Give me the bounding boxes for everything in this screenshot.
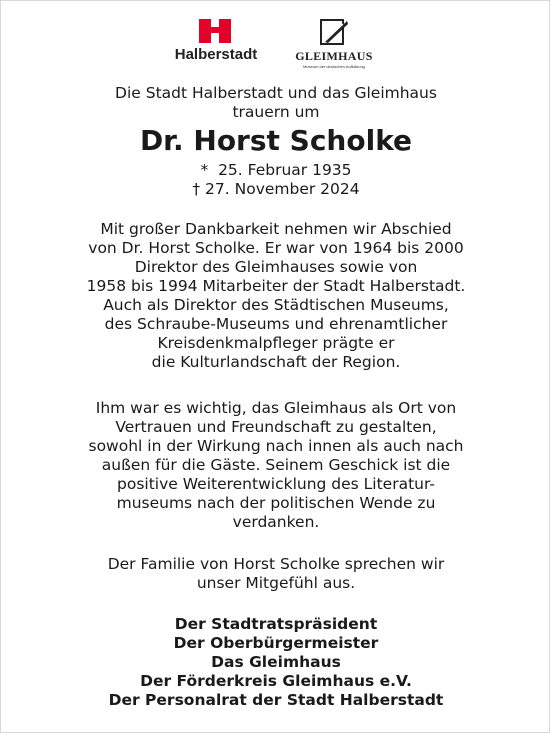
text-line: positive Weiterentwicklung des Literatur- — [117, 475, 435, 493]
text-line: Vertrauen und Freundschaft zu gestalten, — [115, 418, 437, 436]
signatures — [1, 615, 550, 710]
deceased-name: Dr. Horst Scholke — [139, 124, 413, 157]
text-line: Direktor des Gleimhauses sowie von — [134, 258, 418, 276]
text-line: verdanken. — [232, 513, 320, 531]
text-line: außen für die Gäste. Seinem Geschick ist die — [101, 456, 451, 474]
text-line: des Schraube-Museums und ehrenamtlicher — [104, 315, 448, 333]
death-date: 27. November 2024 — [205, 180, 360, 198]
intro-line: trauern um — [232, 103, 320, 121]
halberstadt-logo-label: Halberstadt — [174, 46, 258, 63]
signature-line: Der Förderkreis Gleimhaus e.V. — [140, 672, 412, 690]
text-line: sowohl in der Wirkung nach innen als auch nach — [88, 437, 464, 455]
death-cross-icon: † — [192, 180, 201, 198]
signature-line: Der Personalrat der Stadt Halberstadt — [108, 691, 444, 709]
text-line: Kreisdenkmalpfleger prägte er — [157, 334, 395, 352]
text-line: von Dr. Horst Scholke. Er war von 1964 bis 2000 — [88, 239, 464, 257]
death-date-line — [1, 180, 550, 199]
text-line: museums nach der politischen Wende zu — [116, 494, 436, 512]
life-dates — [1, 161, 550, 199]
paragraph-tribute — [1, 220, 550, 372]
text-line: unser Mitgefühl aus. — [196, 574, 356, 592]
text-line: Ihm war es wichtig, das Gleimhaus als Ort von — [95, 399, 457, 417]
birth-star-icon: * — [200, 161, 209, 179]
signature-line: Der Stadtratspräsident — [174, 615, 378, 633]
gleimhaus-logo-label: GLEIMHAUS — [295, 49, 373, 63]
paragraph-legacy — [1, 399, 550, 532]
intro-line: Die Stadt Halberstadt und das Gleimhaus — [115, 84, 437, 102]
gleimhaus-logo-subtitle: Museum der deutschen Aufklärung — [303, 64, 365, 69]
gleimhaus-logo-icon — [319, 18, 349, 46]
signature-line: Das Gleimhaus — [211, 653, 341, 671]
text-line: Mit großer Dankbarkeit nehmen wir Abschied — [100, 220, 452, 238]
paragraph-condolence — [1, 555, 550, 593]
text-line: Der Familie von Horst Scholke sprechen wir — [107, 555, 445, 573]
birth-date-line — [1, 161, 550, 180]
text-line: die Kulturlandschaft der Region. — [151, 353, 401, 371]
intro-text — [1, 84, 550, 122]
signature-line: Der Oberbürgermeister — [173, 634, 379, 652]
halberstadt-logo-icon — [197, 19, 233, 43]
text-line: 1958 bis 1994 Mitarbeiter der Stadt Halberstadt. — [86, 277, 466, 295]
birth-date: 25. Februar 1935 — [218, 161, 352, 179]
text-line: Auch als Direktor des Städtischen Museums, — [103, 296, 449, 314]
